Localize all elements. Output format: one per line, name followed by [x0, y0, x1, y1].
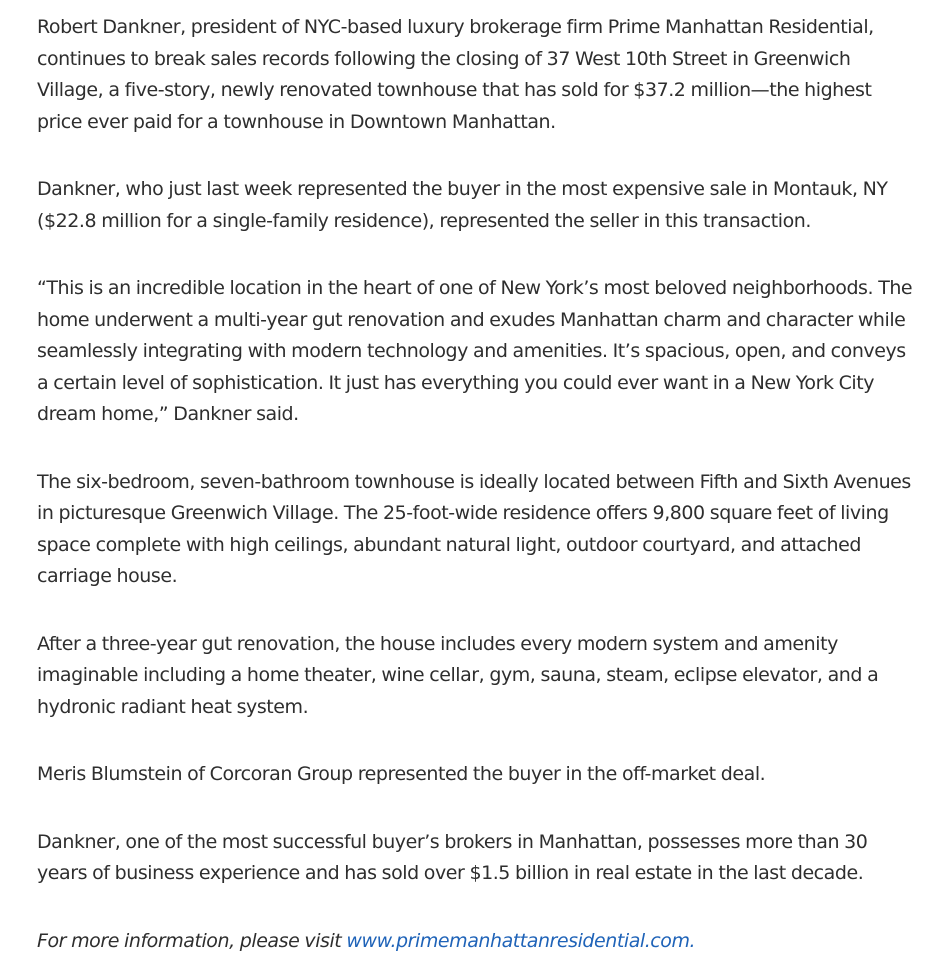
closing-prefix: For more information, please visit — [37, 929, 347, 952]
closing-line — [37, 926, 917, 958]
paragraph-townhouse-details: The six-bedroom, seven-bathroom townhouse is ideally located between Fifth and Sixth Avenues in picturesque Greenwich Village. The 25-foot-wide residence offers 9,800 square feet of living space complete with high ceilings, abundant natural light, outdoor courtyard, and attached carriage house. — [37, 470, 911, 587]
website-link[interactable]: www.primemanhattanresidential.com. — [346, 929, 696, 952]
paragraph-dankner-quote: “This is an incredible location in the heart of one of New York’s most beloved neighborhoods. The home underwent a multi-year gut renovation and exudes Manhattan charm and character while seamlessly integrating with modern technology and amenities. It’s spacious, open, and conveys a certain level of sophistication. It just has everything you could ever want in a New York City dream home,” Dankner said. — [37, 277, 913, 425]
article-body — [37, 12, 917, 957]
paragraph-montauk-sale: Dankner, who just last week represented the buyer in the most expensive sale in Montauk, NY ($22.8 million for a single-family residence), represented the seller in this transaction. — [37, 178, 888, 232]
paragraph-intro: Robert Dankner, president of NYC-based luxury brokerage firm Prime Manhattan Residential, continues to break sales records following the closing of 37 West 10th Street in Greenwich Village, a five-story, newly renovated townhouse that has sold for $37.2 million—the highest price ever paid for a townhouse in Downtown Manhattan. — [37, 16, 874, 133]
paragraph-renovation: After a three-year gut renovation, the house includes every modern system and amenity imaginable including a home theater, wine cellar, gym, sauna, steam, eclipse elevator, and a hydronic radiant heat system. — [37, 632, 879, 718]
paragraph-dankner-bio: Dankner, one of the most successful buyer’s brokers in Manhattan, possesses more than 30 years of business experience and has sold over $1.5 billion in real estate in the last decade. — [37, 830, 868, 884]
paragraph-buyer-broker: Meris Blumstein of Corcoran Group represented the buyer in the off-market deal. — [37, 763, 766, 785]
